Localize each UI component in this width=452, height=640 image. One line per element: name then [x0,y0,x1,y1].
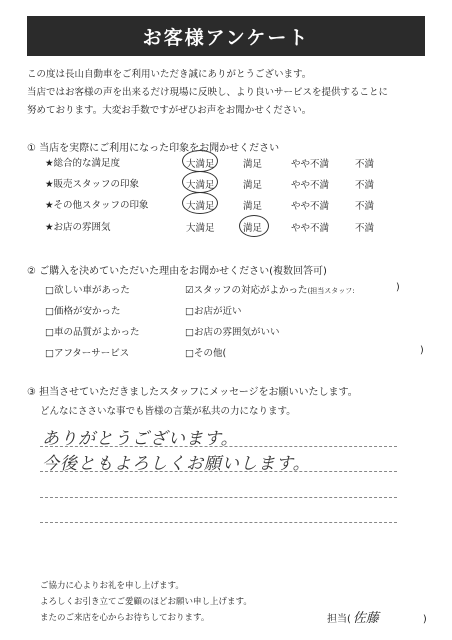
rating-option[interactable]: 不満 [355,223,375,234]
checked-box-icon: ☑ [185,285,194,296]
intro-line: この度は長山自動車をご利用いただき誠にありがとうございます。 [27,69,312,80]
selected-circle [182,150,218,172]
rating-option[interactable]: やや不満 [291,159,330,170]
rating-option[interactable]: 大満足 [186,180,215,191]
staff-close: ) [422,614,427,625]
rating-option[interactable]: 大満足 [186,223,215,234]
close-paren: ) [396,282,400,293]
question-2-heading: ② ご購入を決めていただいた理由をお聞かせください(複数回答可) [27,266,327,277]
intro-line: 努めております。大変お手数ですがぜひお声をお聞かせください。 [27,105,312,116]
close-paren: ) [420,345,424,356]
handwritten-message: ありがとうございます。 [42,429,239,449]
rating-option[interactable]: 満足 [243,223,263,234]
rating-row [45,218,185,234]
rating-row [45,196,185,212]
reason-option[interactable]: □アフターサービス [45,348,130,359]
reason-option[interactable]: □価格が安かった [45,306,121,317]
rating-row [45,175,185,191]
rating-option[interactable]: やや不満 [291,180,330,191]
closing-text [40,578,252,626]
closing-line: ご協力に心よりお礼を申し上げます。 [40,581,184,591]
reason-option[interactable]: □車の品質がよかった [45,327,140,338]
rating-option[interactable]: 満足 [243,180,263,191]
rating-option[interactable]: 満足 [243,201,263,212]
handwritten-message: 今後ともよろしくお願いします。 [42,454,311,474]
staff-label: 担当( [327,614,351,625]
selected-circle [182,192,218,214]
message-line [40,497,397,498]
intro-text [27,66,388,120]
rating-option[interactable]: 大満足 [186,159,215,170]
survey-title: お客様アンケート [27,16,425,56]
message-line [40,522,397,523]
reason-option-label: スタッフの対応がよかった [193,285,308,296]
rating-option[interactable]: 不満 [355,159,375,170]
rating-label: ★総合的な満足度 [45,158,121,169]
selected-circle [182,171,218,193]
rating-label: ★その他スタッフの印象 [45,200,149,211]
staff-note: (担当スタッフ: [307,287,355,295]
staff-in-charge [327,607,427,626]
rating-label: ★お店の雰囲気 [45,222,111,233]
closing-line: またのご来店を心からお待ちしております。 [40,613,210,623]
question-3-heading: ③ 担当させていただきましたスタッフにメッセージをお願いいたします。 [27,387,358,398]
intro-line: 当店ではお客様の声を出来るだけ現場に反映し、より良いサービスを提供することに [27,87,389,98]
question-3-subheading: どんなにささいな事でも皆様の言葉が私共の力になります。 [40,406,296,417]
reason-option[interactable]: □欲しい車があった [45,285,130,296]
question-1-heading: ① 当店を実際にご利用になった印象をお聞かせください [27,143,280,154]
rating-option[interactable]: 不満 [355,180,375,191]
rating-row [45,154,185,170]
closing-line: よろしくお引き立てご愛顧のほどお願い申し上げます。 [40,597,252,607]
reason-option[interactable] [185,282,355,296]
rating-option[interactable]: やや不満 [291,201,330,212]
rating-label: ★販売スタッフの印象 [45,179,140,190]
reason-option[interactable]: □お店が近い [185,306,242,317]
reason-option[interactable]: □お店の雰囲気がいい [185,327,280,338]
rating-option[interactable]: 不満 [355,201,375,212]
staff-name: 佐藤 [352,611,379,626]
rating-option[interactable]: やや不満 [291,223,330,234]
rating-option[interactable]: 大満足 [186,201,215,212]
reason-option[interactable]: □その他( [185,348,227,359]
rating-option[interactable]: 満足 [243,159,263,170]
selected-circle [239,215,269,237]
